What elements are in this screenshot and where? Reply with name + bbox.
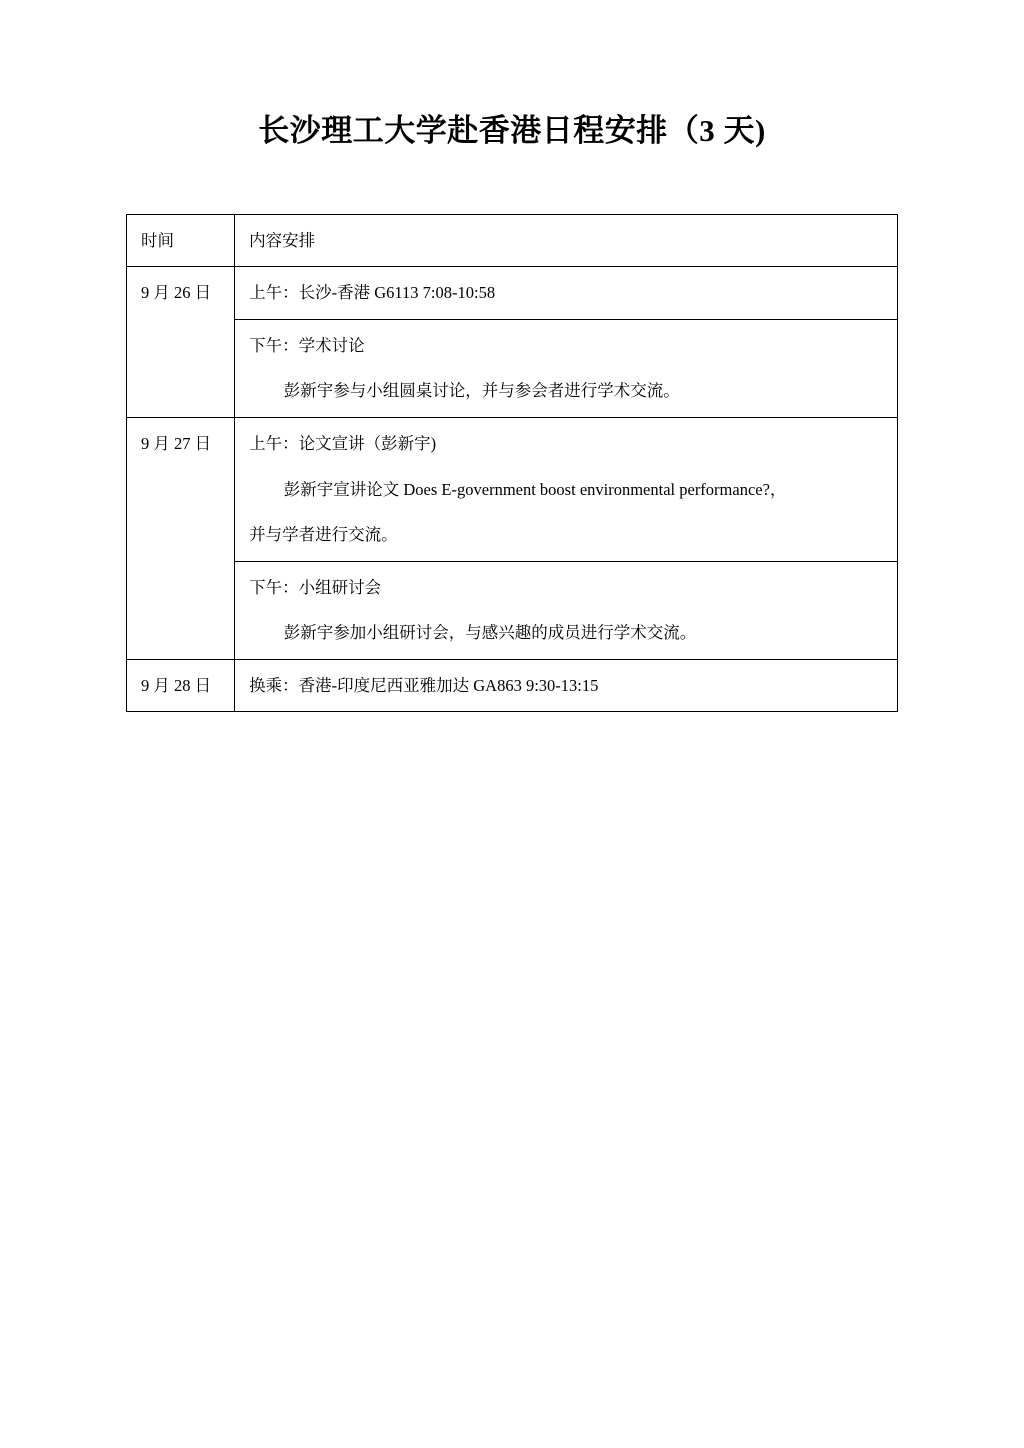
page-title: 长沙理工大学赴香港日程安排（3 天) (258, 113, 766, 148)
content-cell (235, 418, 898, 562)
table-row (127, 267, 898, 320)
content-cell (235, 659, 898, 712)
table-row (127, 418, 898, 562)
content-line: 下午：学术讨论 (249, 335, 365, 355)
content-line: 彭新宇宣讲论文 Does E-government boost environmental performance?， (283, 479, 787, 499)
table-row (127, 659, 898, 712)
content-line: 并与学者进行交流。 (249, 525, 398, 545)
content-line: 换乘：香港-印度尼西亚雅加达 GA863 9:30-13:15 (249, 675, 599, 695)
content-line: 彭新宇参加小组研讨会，与感兴趣的成员进行学术交流。 (283, 623, 697, 643)
date-cell: 9 月 26 日 (127, 267, 235, 418)
table-row (127, 561, 898, 659)
table-header-row (127, 214, 898, 267)
date-cell: 9 月 28 日 (127, 659, 235, 712)
content-line: 上午：长沙-香港 G6113 7:08-10:58 (249, 283, 496, 303)
header-cell-content: 内容安排 (235, 214, 898, 267)
content-line: 上午：论文宣讲（彭新宇) (249, 434, 437, 453)
content-cell (235, 561, 898, 659)
date-cell: 9 月 27 日 (127, 418, 235, 660)
content-cell (235, 267, 898, 320)
table-row (127, 319, 898, 417)
header-cell-time: 时间 (127, 214, 235, 267)
content-line: 彭新宇参与小组圆桌讨论，并与参会者进行学术交流。 (283, 381, 680, 401)
content-cell (235, 319, 898, 417)
schedule-table (126, 214, 898, 713)
content-line: 下午：小组研讨会 (249, 577, 382, 597)
